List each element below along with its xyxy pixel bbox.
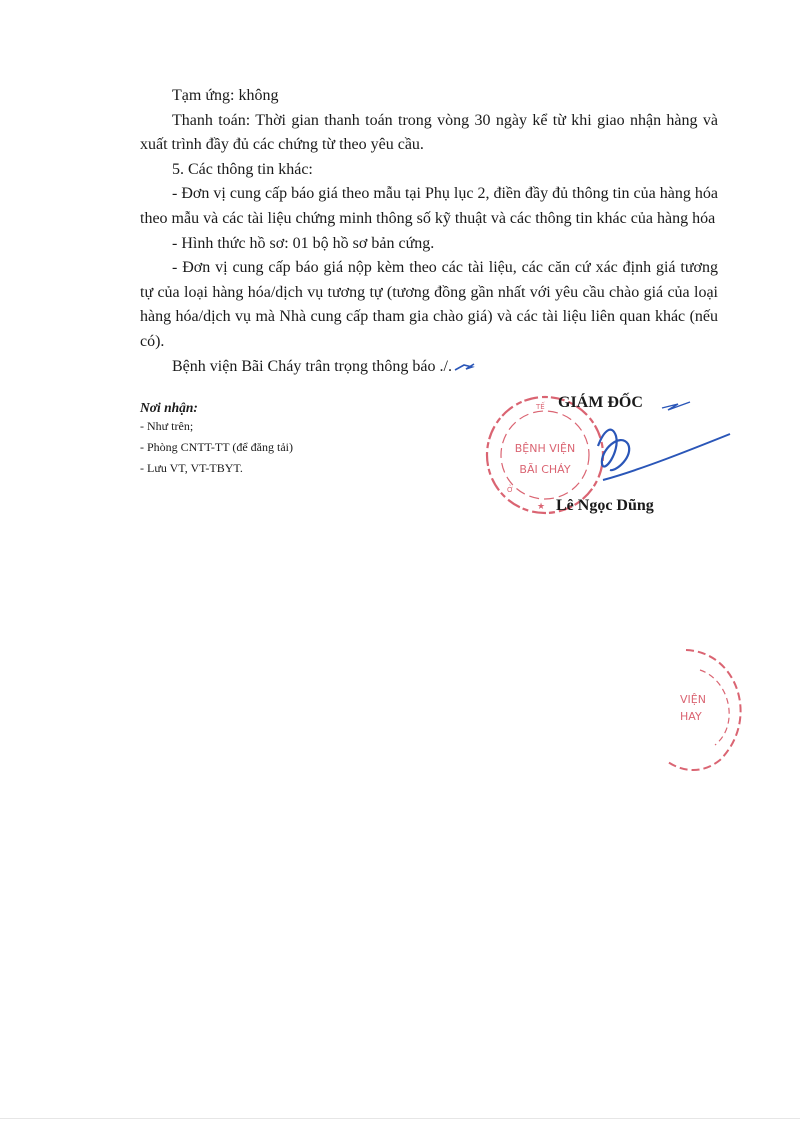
info-item-dossier-form: - Hình thức hồ sơ: 01 bộ hồ sơ bản cứng. (172, 234, 435, 252)
partial-seal-icon (668, 650, 741, 770)
svg-text:HAY: HAY (680, 710, 702, 723)
recipient-item: - Như trên; (140, 419, 194, 433)
closing-text: Bệnh viện Bãi Cháy trân trọng thông báo ./. (140, 355, 718, 380)
payment-text: Thanh toán: Thời gian thanh toán trong vòng 30 ngày kể từ khi giao nhận hàng và xuất trình đầy đủ các chứng từ theo yêu cầu. (140, 111, 718, 154)
info-item-attachments: - Đơn vị cung cấp báo giá nộp kèm theo các tài liệu, các căn cứ xác định giá tương tự của loại hàng hóa/dịch vụ tương tự (tương đồng gần nhất với yêu cầu chào giá của loại hàng hóa/dịch vụ mà Nhà cung cấp tham gia chào giá) và các tài liệu liên quan khác (nếu có). (140, 259, 718, 350)
svg-text:BÃI CHÁY: BÃI CHÁY (519, 463, 571, 476)
hospital-seal-icon (487, 397, 603, 513)
svg-text:Ở: Ở (507, 486, 514, 494)
section-5-title: 5. Các thông tin khác: (172, 160, 313, 178)
svg-text:BỆNH VIỆN: BỆNH VIỆN (514, 442, 576, 455)
signature-icon (598, 402, 730, 480)
recipients-heading: Nơi nhận: (140, 400, 198, 415)
svg-text:VIỆN: VIỆN (680, 693, 706, 706)
recipient-item: - Phòng CNTT-TT (để đăng tải) (140, 440, 293, 454)
recipient-item: - Lưu VT, VT-TBYT. (140, 461, 243, 475)
signer-name: Lê Ngọc Dũng (556, 497, 654, 514)
svg-text:TẾ: TẾ (536, 403, 545, 411)
svg-text:★: ★ (537, 502, 546, 512)
page-bottom-divider (0, 1118, 800, 1119)
advance-text: Tạm ứng: không (172, 87, 279, 104)
signature-title: GIÁM ĐỐC (558, 394, 643, 411)
info-item-quote-form: - Đơn vị cung cấp báo giá theo mẫu tại Phụ lục 2, điền đầy đủ thông tin của hàng hóa theo mẫu và các tài liệu chứng minh thông số kỹ thuật và các thông tin khác của hàng hóa (140, 185, 718, 227)
